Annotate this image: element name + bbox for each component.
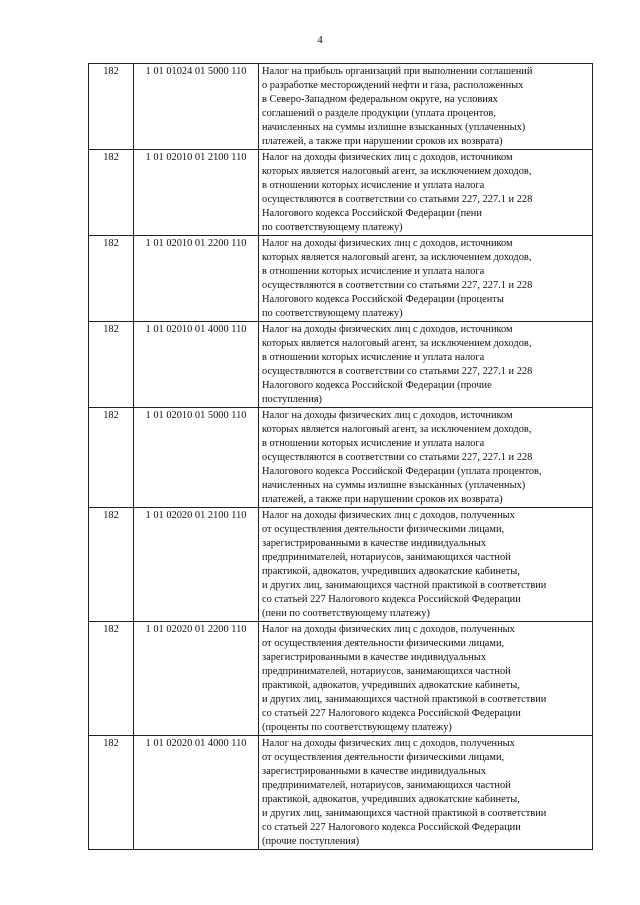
- admin-code-cell: 182: [89, 736, 134, 850]
- table-row: [89, 150, 593, 236]
- income-name-line: осуществляются в соответствии со статьями 227, 227.1 и 228: [262, 280, 533, 291]
- income-name-cell: [259, 236, 593, 322]
- admin-code-cell: 182: [89, 64, 134, 150]
- income-name-line: осуществляются в соответствии со статьями 227, 227.1 и 228: [262, 452, 533, 463]
- income-name-line: осуществляются в соответствии со статьями 227, 227.1 и 228: [262, 366, 533, 377]
- income-name-line: Налог на доходы физических лиц с доходов, источником: [262, 152, 513, 163]
- income-name-line: со статьей 227 Налогового кодекса Российской Федерации: [262, 708, 521, 719]
- income-name-line: Налогового кодекса Российской Федерации (уплата процентов,: [262, 466, 542, 477]
- table-row: [89, 736, 593, 850]
- income-name-cell: [259, 622, 593, 736]
- income-name-line: практикой, адвокатов, учредивших адвокатские кабинеты,: [262, 566, 520, 577]
- income-name-line: Налог на доходы физических лиц с доходов, источником: [262, 410, 513, 421]
- income-name-line: осуществляются в соответствии со статьями 227, 227.1 и 228: [262, 194, 533, 205]
- income-name-line: по соответствующему платежу): [262, 222, 403, 233]
- admin-code-cell: 182: [89, 622, 134, 736]
- income-name-line: в отношении которых исчисление и уплата налога: [262, 438, 485, 449]
- income-name-line: со статьей 227 Налогового кодекса Российской Федерации: [262, 822, 521, 833]
- table-row: [89, 622, 593, 736]
- income-name-line: Налог на доходы физических лиц с доходов, полученных: [262, 510, 515, 521]
- kbk-code-cell: 1 01 02020 01 4000 110: [134, 736, 259, 850]
- income-name-line: (проценты по соответствующему платежу): [262, 722, 452, 733]
- income-name-cell: [259, 508, 593, 622]
- income-name-line: по соответствующему платежу): [262, 308, 403, 319]
- income-name-line: и других лиц, занимающихся частной практикой в соответствии: [262, 580, 547, 591]
- income-name-line: со статьей 227 Налогового кодекса Российской Федерации: [262, 594, 521, 605]
- page-number: 4: [317, 34, 323, 46]
- table-row: [89, 408, 593, 508]
- table-body: [89, 64, 593, 850]
- income-name-line: Налогового кодекса Российской Федерации (проценты: [262, 294, 504, 305]
- admin-code-cell: 182: [89, 508, 134, 622]
- income-name-line: в Северо-Западном федеральном округе, на условиях: [262, 94, 498, 105]
- admin-code-cell: 182: [89, 236, 134, 322]
- income-name-line: начисленных на суммы излишне взысканных (уплаченных): [262, 122, 526, 133]
- income-name-line: предпринимателей, нотариусов, занимающихся частной: [262, 780, 511, 791]
- income-name-line: практикой, адвокатов, учредивших адвокатские кабинеты,: [262, 680, 520, 691]
- income-name-line: в отношении которых исчисление и уплата налога: [262, 266, 485, 277]
- kbk-code-cell: 1 01 02010 01 5000 110: [134, 408, 259, 508]
- admin-code-cell: 182: [89, 150, 134, 236]
- income-name-line: которых является налоговый агент, за исключением доходов,: [262, 252, 532, 263]
- income-name-line: зарегистрированными в качестве индивидуальных: [262, 538, 487, 549]
- income-name-line: Налогового кодекса Российской Федерации (пени: [262, 208, 482, 219]
- income-name-line: предпринимателей, нотариусов, занимающихся частной: [262, 552, 511, 563]
- admin-code-cell: 182: [89, 322, 134, 408]
- income-name-line: предпринимателей, нотариусов, занимающихся частной: [262, 666, 511, 677]
- income-name-cell: [259, 408, 593, 508]
- income-name-line: в отношении которых исчисление и уплата налога: [262, 180, 485, 191]
- income-name-line: Налог на доходы физических лиц с доходов, полученных: [262, 738, 515, 749]
- income-name-line: платежей, а также при нарушении сроков их возврата): [262, 494, 503, 505]
- income-name-line: начисленных на суммы излишне взысканных (уплаченных): [262, 480, 526, 491]
- income-name-line: Налогового кодекса Российской Федерации (прочие: [262, 380, 492, 391]
- income-name-line: соглашений о разделе продукции (уплата процентов,: [262, 108, 496, 119]
- income-name-line: которых является налоговый агент, за исключением доходов,: [262, 338, 532, 349]
- income-name-line: Налог на доходы физических лиц с доходов, источником: [262, 324, 513, 335]
- income-name-line: (пени по соответствующему платежу): [262, 608, 430, 619]
- kbk-code-cell: 1 01 01024 01 5000 110: [134, 64, 259, 150]
- income-name-line: Налог на доходы физических лиц с доходов, полученных: [262, 624, 515, 635]
- kbk-code-cell: 1 01 02020 01 2100 110: [134, 508, 259, 622]
- income-name-cell: [259, 150, 593, 236]
- income-name-cell: [259, 64, 593, 150]
- table-row: [89, 236, 593, 322]
- kbk-code-cell: 1 01 02010 01 4000 110: [134, 322, 259, 408]
- kbk-code-cell: 1 01 02020 01 2200 110: [134, 622, 259, 736]
- income-name-line: Налог на прибыль организаций при выполнении соглашений: [262, 66, 533, 77]
- kbk-code-cell: 1 01 02010 01 2200 110: [134, 236, 259, 322]
- table-row: [89, 508, 593, 622]
- income-name-line: зарегистрированными в качестве индивидуальных: [262, 652, 487, 663]
- admin-code-cell: 182: [89, 408, 134, 508]
- table-row: [89, 322, 593, 408]
- budget-codes-table: [88, 63, 593, 850]
- income-name-cell: [259, 322, 593, 408]
- income-name-line: которых является налоговый агент, за исключением доходов,: [262, 424, 532, 435]
- income-name-line: которых является налоговый агент, за исключением доходов,: [262, 166, 532, 177]
- income-name-line: Налог на доходы физических лиц с доходов, источником: [262, 238, 513, 249]
- income-name-line: практикой, адвокатов, учредивших адвокатские кабинеты,: [262, 794, 520, 805]
- income-name-line: от осуществления деятельности физическими лицами,: [262, 752, 505, 763]
- income-name-line: поступления): [262, 394, 322, 405]
- income-name-line: и других лиц, занимающихся частной практикой в соответствии: [262, 808, 547, 819]
- income-name-line: о разработке месторождений нефти и газа, расположенных: [262, 80, 524, 91]
- income-name-line: (прочие поступления): [262, 836, 360, 847]
- income-name-line: в отношении которых исчисление и уплата налога: [262, 352, 485, 363]
- table-row: [89, 64, 593, 150]
- income-name-line: платежей, а также при нарушении сроков их возврата): [262, 136, 503, 147]
- income-name-line: от осуществления деятельности физическими лицами,: [262, 524, 505, 535]
- kbk-code-cell: 1 01 02010 01 2100 110: [134, 150, 259, 236]
- income-name-line: и других лиц, занимающихся частной практикой в соответствии: [262, 694, 547, 705]
- income-name-cell: [259, 736, 593, 850]
- income-name-line: зарегистрированными в качестве индивидуальных: [262, 766, 487, 777]
- income-name-line: от осуществления деятельности физическими лицами,: [262, 638, 505, 649]
